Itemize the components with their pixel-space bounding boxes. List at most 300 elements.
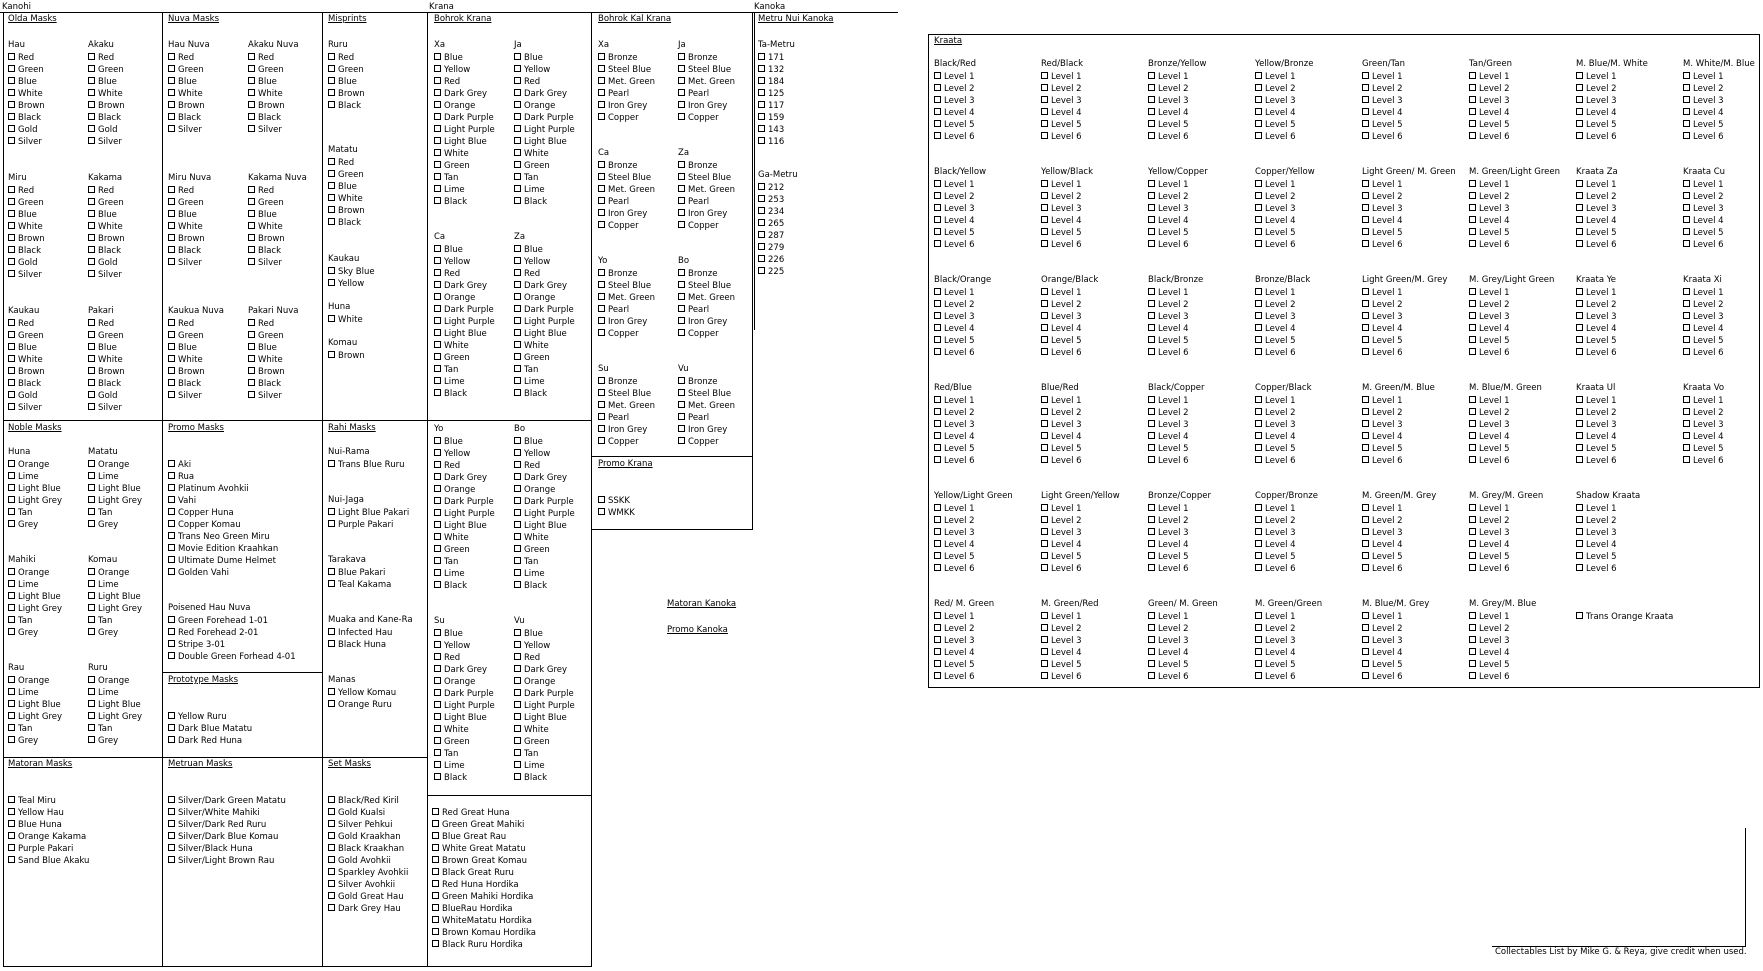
list-item[interactable] (434, 509, 495, 519)
checkbox[interactable] (168, 198, 175, 205)
checkbox[interactable] (432, 904, 439, 911)
kraata-level-item[interactable] (1469, 444, 1510, 454)
kraata-level-item[interactable] (1469, 420, 1510, 430)
list-item[interactable] (598, 77, 655, 87)
kraata-level-item[interactable] (934, 420, 975, 430)
checkbox[interactable] (598, 496, 605, 503)
checkbox[interactable] (1148, 420, 1155, 427)
checkbox[interactable] (434, 509, 441, 516)
kraata-level-item[interactable] (1255, 180, 1296, 190)
list-item[interactable] (168, 355, 203, 365)
checkbox[interactable] (1469, 432, 1476, 439)
checkbox[interactable] (598, 329, 605, 336)
checkbox[interactable] (934, 192, 941, 199)
list-item[interactable] (168, 319, 194, 329)
checkbox[interactable] (168, 331, 175, 338)
list-item[interactable] (514, 665, 567, 675)
checkbox[interactable] (8, 520, 15, 527)
list-item[interactable] (88, 343, 117, 353)
checkbox[interactable] (934, 636, 941, 643)
checkbox[interactable] (88, 367, 95, 374)
kraata-level-item[interactable] (1255, 324, 1296, 334)
checkbox[interactable] (514, 365, 521, 372)
checkbox[interactable] (1148, 216, 1155, 223)
kraata-level-item[interactable] (1148, 540, 1189, 550)
checkbox[interactable] (758, 89, 765, 96)
checkbox[interactable] (168, 844, 175, 851)
checkbox[interactable] (514, 629, 521, 636)
kraata-level-item[interactable] (1576, 408, 1617, 418)
checkbox[interactable] (328, 700, 335, 707)
kraata-level-item[interactable] (1362, 660, 1403, 670)
kraata-level-item[interactable] (1148, 120, 1189, 130)
checkbox[interactable] (1469, 564, 1476, 571)
checkbox[interactable] (1255, 432, 1262, 439)
checkbox[interactable] (1255, 312, 1262, 319)
kraata-level-item[interactable] (934, 660, 975, 670)
kraata-level-item[interactable] (1041, 648, 1082, 658)
list-item[interactable] (434, 353, 470, 363)
checkbox[interactable] (434, 773, 441, 780)
list-item[interactable] (432, 916, 532, 926)
kraata-level-item[interactable] (1148, 324, 1189, 334)
kraata-level-item[interactable] (1576, 84, 1617, 94)
list-item[interactable] (248, 101, 285, 111)
checkbox[interactable] (88, 77, 95, 84)
kraata-level-item[interactable] (1469, 456, 1510, 466)
checkbox[interactable] (328, 508, 335, 515)
checkbox[interactable] (248, 53, 255, 60)
checkbox[interactable] (1148, 204, 1155, 211)
checkbox[interactable] (248, 222, 255, 229)
kraata-level-item[interactable] (1148, 564, 1189, 574)
kraata-level-item[interactable] (1148, 516, 1189, 526)
checkbox[interactable] (598, 377, 605, 384)
kraata-level-item[interactable] (1362, 396, 1403, 406)
list-item[interactable] (8, 379, 41, 389)
list-item[interactable] (434, 185, 465, 195)
checkbox[interactable] (514, 557, 521, 564)
checkbox[interactable] (514, 737, 521, 744)
list-item[interactable] (168, 496, 196, 506)
checkbox[interactable] (168, 832, 175, 839)
kraata-level-item[interactable] (1576, 300, 1617, 310)
checkbox[interactable] (514, 377, 521, 384)
kraata-level-item[interactable] (1041, 516, 1082, 526)
checkbox[interactable] (514, 161, 521, 168)
kraata-level-item[interactable] (1255, 540, 1296, 550)
list-item[interactable] (8, 77, 37, 87)
kraata-level-item[interactable] (1255, 564, 1296, 574)
kraata-level-item[interactable] (1255, 528, 1296, 538)
kraata-level-item[interactable] (1148, 204, 1189, 214)
kraata-level-item[interactable] (1148, 648, 1189, 658)
kraata-level-item[interactable] (1469, 408, 1510, 418)
checkbox[interactable] (1576, 564, 1583, 571)
list-item[interactable] (434, 101, 475, 111)
kraata-level-item[interactable] (1469, 96, 1510, 106)
list-item[interactable] (598, 389, 651, 399)
checkbox[interactable] (88, 628, 95, 635)
list-item[interactable] (8, 820, 62, 830)
kraata-level-item[interactable] (1469, 516, 1510, 526)
list-item[interactable] (328, 640, 386, 650)
list-item[interactable] (8, 580, 39, 590)
checkbox[interactable] (514, 305, 521, 312)
checkbox[interactable] (758, 267, 765, 274)
checkbox[interactable] (248, 391, 255, 398)
checkbox[interactable] (1255, 552, 1262, 559)
list-item[interactable] (328, 688, 396, 698)
checkbox[interactable] (514, 689, 521, 696)
checkbox[interactable] (8, 580, 15, 587)
list-item[interactable] (598, 65, 651, 75)
checkbox[interactable] (168, 113, 175, 120)
list-item[interactable] (514, 389, 547, 399)
list-item[interactable] (434, 473, 487, 483)
checkbox[interactable] (514, 677, 521, 684)
kraata-level-item[interactable] (1576, 396, 1617, 406)
list-item[interactable] (168, 568, 229, 578)
checkbox[interactable] (1576, 456, 1583, 463)
list-item[interactable] (328, 194, 363, 204)
checkbox[interactable] (1041, 648, 1048, 655)
list-item[interactable] (248, 367, 285, 377)
checkbox[interactable] (88, 210, 95, 217)
checkbox[interactable] (1469, 612, 1476, 619)
kraata-level-item[interactable] (1255, 432, 1296, 442)
checkbox[interactable] (1576, 516, 1583, 523)
list-item[interactable] (88, 125, 118, 135)
list-item[interactable] (678, 305, 709, 315)
kraata-level-item[interactable] (1576, 420, 1617, 430)
checkbox[interactable] (934, 432, 941, 439)
list-item[interactable] (678, 425, 727, 435)
checkbox[interactable] (1469, 396, 1476, 403)
list-item[interactable] (434, 629, 463, 639)
list-item[interactable] (514, 533, 549, 543)
checkbox[interactable] (1469, 240, 1476, 247)
list-item[interactable] (8, 355, 43, 365)
checkbox[interactable] (88, 460, 95, 467)
kraata-level-item[interactable] (934, 324, 975, 334)
list-item[interactable] (8, 331, 44, 341)
checkbox[interactable] (88, 592, 95, 599)
checkbox[interactable] (934, 108, 941, 115)
kraata-level-item[interactable] (934, 72, 975, 82)
checkbox[interactable] (1041, 120, 1048, 127)
checkbox[interactable] (168, 65, 175, 72)
list-item[interactable] (434, 773, 467, 783)
kraata-level-item[interactable] (1576, 216, 1617, 226)
checkbox[interactable] (168, 101, 175, 108)
list-item[interactable] (248, 379, 281, 389)
checkbox[interactable] (328, 904, 335, 911)
kraata-level-item[interactable] (1469, 240, 1510, 250)
checkbox[interactable] (1469, 624, 1476, 631)
checkbox[interactable] (1469, 96, 1476, 103)
list-item[interactable] (678, 113, 719, 123)
checkbox[interactable] (1576, 120, 1583, 127)
checkbox[interactable] (678, 389, 685, 396)
list-item[interactable] (514, 245, 543, 255)
list-item[interactable] (248, 210, 277, 220)
checkbox[interactable] (248, 210, 255, 217)
kraata-level-item[interactable] (1041, 456, 1082, 466)
checkbox[interactable] (1255, 120, 1262, 127)
checkbox[interactable] (1469, 108, 1476, 115)
checkbox[interactable] (1148, 336, 1155, 343)
list-item[interactable] (598, 209, 647, 219)
kraata-level-item[interactable] (1362, 300, 1403, 310)
list-item[interactable] (598, 425, 647, 435)
list-item[interactable] (88, 137, 122, 147)
list-item[interactable] (328, 580, 391, 590)
checkbox[interactable] (8, 676, 15, 683)
checkbox[interactable] (1576, 96, 1583, 103)
kraata-level-item[interactable] (1041, 132, 1082, 142)
kraata-level-item[interactable] (1255, 504, 1296, 514)
checkbox[interactable] (88, 355, 95, 362)
checkbox[interactable] (328, 808, 335, 815)
checkbox[interactable] (1362, 108, 1369, 115)
list-item[interactable] (248, 391, 282, 401)
checkbox[interactable] (514, 497, 521, 504)
kraata-level-item[interactable] (1041, 408, 1082, 418)
checkbox[interactable] (1469, 504, 1476, 511)
list-item[interactable] (168, 820, 266, 830)
kraata-level-item[interactable] (1362, 636, 1403, 646)
checkbox[interactable] (248, 234, 255, 241)
checkbox[interactable] (1362, 672, 1369, 679)
checkbox[interactable] (328, 89, 335, 96)
checkbox[interactable] (168, 246, 175, 253)
checkbox[interactable] (248, 367, 255, 374)
list-item[interactable] (598, 293, 655, 303)
checkbox[interactable] (434, 317, 441, 324)
checkbox[interactable] (434, 689, 441, 696)
kraata-level-item[interactable] (934, 120, 975, 130)
list-item[interactable] (434, 149, 469, 159)
list-item[interactable] (248, 77, 277, 87)
list-item[interactable] (168, 832, 278, 842)
checkbox[interactable] (1362, 180, 1369, 187)
list-item[interactable] (328, 904, 401, 914)
kraata-level-item[interactable] (1041, 420, 1082, 430)
list-item[interactable] (678, 377, 717, 387)
checkbox[interactable] (514, 749, 521, 756)
kraata-level-item[interactable] (1041, 624, 1082, 634)
checkbox[interactable] (248, 65, 255, 72)
checkbox[interactable] (678, 101, 685, 108)
list-item[interactable] (328, 880, 395, 890)
list-item[interactable] (88, 484, 141, 494)
checkbox[interactable] (1255, 132, 1262, 139)
checkbox[interactable] (934, 336, 941, 343)
checkbox[interactable] (328, 892, 335, 899)
list-item[interactable] (432, 832, 506, 842)
kraata-level-item[interactable] (1148, 300, 1189, 310)
checkbox[interactable] (514, 533, 521, 540)
checkbox[interactable] (758, 125, 765, 132)
list-item[interactable] (88, 592, 141, 602)
checkbox[interactable] (434, 557, 441, 564)
checkbox[interactable] (1576, 300, 1583, 307)
kraata-level-item[interactable] (1255, 192, 1296, 202)
kraata-level-item[interactable] (1469, 132, 1510, 142)
checkbox[interactable] (248, 186, 255, 193)
checkbox[interactable] (88, 700, 95, 707)
checkbox[interactable] (1255, 336, 1262, 343)
list-item[interactable] (434, 257, 470, 267)
list-item[interactable] (8, 391, 38, 401)
checkbox[interactable] (8, 343, 15, 350)
kraata-level-item[interactable] (1469, 324, 1510, 334)
checkbox[interactable] (598, 437, 605, 444)
checkbox[interactable] (8, 508, 15, 515)
checkbox[interactable] (434, 137, 441, 144)
checkbox[interactable] (1255, 84, 1262, 91)
list-item[interactable] (8, 520, 38, 530)
checkbox[interactable] (328, 315, 335, 322)
list-item[interactable] (328, 182, 357, 192)
list-item[interactable] (514, 461, 540, 471)
checkbox[interactable] (434, 437, 441, 444)
checkbox[interactable] (1469, 336, 1476, 343)
checkbox[interactable] (934, 648, 941, 655)
kraata-level-item[interactable] (1576, 444, 1617, 454)
checkbox[interactable] (678, 437, 685, 444)
list-item[interactable] (432, 928, 536, 938)
kraata-level-item[interactable] (1255, 84, 1296, 94)
checkbox[interactable] (434, 581, 441, 588)
checkbox[interactable] (434, 629, 441, 636)
checkbox[interactable] (934, 312, 941, 319)
list-item[interactable] (598, 185, 655, 195)
checkbox[interactable] (432, 880, 439, 887)
list-item[interactable] (514, 317, 575, 327)
checkbox[interactable] (88, 676, 95, 683)
checkbox[interactable] (168, 210, 175, 217)
checkbox[interactable] (88, 270, 95, 277)
checkbox[interactable] (434, 545, 441, 552)
checkbox[interactable] (1255, 672, 1262, 679)
checkbox[interactable] (1469, 72, 1476, 79)
checkbox[interactable] (1469, 288, 1476, 295)
list-item[interactable] (168, 508, 234, 518)
list-item[interactable] (434, 521, 487, 531)
checkbox[interactable] (1469, 216, 1476, 223)
checkbox[interactable] (1255, 636, 1262, 643)
checkbox[interactable] (88, 125, 95, 132)
checkbox[interactable] (1255, 204, 1262, 211)
kraata-level-item[interactable] (1362, 540, 1403, 550)
checkbox[interactable] (1255, 240, 1262, 247)
checkbox[interactable] (1469, 648, 1476, 655)
checkbox[interactable] (434, 533, 441, 540)
checkbox[interactable] (598, 89, 605, 96)
checkbox[interactable] (1362, 120, 1369, 127)
checkbox[interactable] (1576, 432, 1583, 439)
checkbox[interactable] (8, 808, 15, 815)
list-item[interactable] (168, 616, 268, 626)
checkbox[interactable] (514, 713, 521, 720)
checkbox[interactable] (88, 724, 95, 731)
list-item[interactable] (88, 391, 118, 401)
list-item[interactable] (8, 234, 45, 244)
list-item[interactable] (168, 556, 276, 566)
checkbox[interactable] (88, 331, 95, 338)
kraata-level-item[interactable] (1469, 288, 1510, 298)
kraata-level-item[interactable] (1683, 444, 1724, 454)
checkbox[interactable] (1469, 324, 1476, 331)
checkbox[interactable] (8, 234, 15, 241)
checkbox[interactable] (328, 206, 335, 213)
list-item[interactable] (8, 808, 64, 818)
checkbox[interactable] (1683, 408, 1690, 415)
list-item[interactable] (328, 568, 385, 578)
checkbox[interactable] (1255, 612, 1262, 619)
checkbox[interactable] (1362, 96, 1369, 103)
kraata-level-item[interactable] (1362, 612, 1403, 622)
checkbox[interactable] (88, 391, 95, 398)
list-item[interactable] (8, 484, 61, 494)
kraata-level-item[interactable] (1255, 336, 1296, 346)
list-item[interactable] (434, 737, 470, 747)
checkbox[interactable] (1469, 120, 1476, 127)
checkbox[interactable] (168, 234, 175, 241)
kraata-level-item[interactable] (1683, 300, 1724, 310)
checkbox[interactable] (598, 77, 605, 84)
list-item[interactable] (88, 234, 125, 244)
checkbox[interactable] (1255, 96, 1262, 103)
list-item[interactable] (432, 904, 513, 914)
checkbox[interactable] (1576, 204, 1583, 211)
list-item[interactable] (434, 77, 460, 87)
kraata-level-item[interactable] (1576, 504, 1617, 514)
checkbox[interactable] (598, 161, 605, 168)
list-item[interactable] (434, 449, 470, 459)
list-item[interactable] (434, 137, 487, 147)
checkbox[interactable] (1469, 408, 1476, 415)
checkbox[interactable] (328, 267, 335, 274)
kraata-level-item[interactable] (1255, 648, 1296, 658)
checkbox[interactable] (8, 700, 15, 707)
list-item[interactable] (514, 641, 550, 651)
list-item[interactable] (514, 581, 547, 591)
kraata-level-item[interactable] (1041, 432, 1082, 442)
checkbox[interactable] (1255, 300, 1262, 307)
kraata-level-item[interactable] (1148, 180, 1189, 190)
list-item[interactable] (88, 319, 114, 329)
list-item[interactable] (514, 269, 540, 279)
list-item[interactable] (248, 65, 284, 75)
list-item[interactable] (168, 640, 225, 650)
kraata-level-item[interactable] (934, 540, 975, 550)
checkbox[interactable] (934, 396, 941, 403)
checkbox[interactable] (168, 820, 175, 827)
list-item[interactable] (598, 437, 639, 447)
list-item[interactable] (328, 267, 375, 277)
checkbox[interactable] (1362, 456, 1369, 463)
checkbox[interactable] (168, 496, 175, 503)
checkbox[interactable] (1576, 348, 1583, 355)
list-item[interactable] (168, 53, 194, 63)
list-item[interactable] (514, 449, 550, 459)
list-item[interactable] (8, 460, 49, 470)
checkbox[interactable] (1362, 504, 1369, 511)
checkbox[interactable] (1041, 552, 1048, 559)
